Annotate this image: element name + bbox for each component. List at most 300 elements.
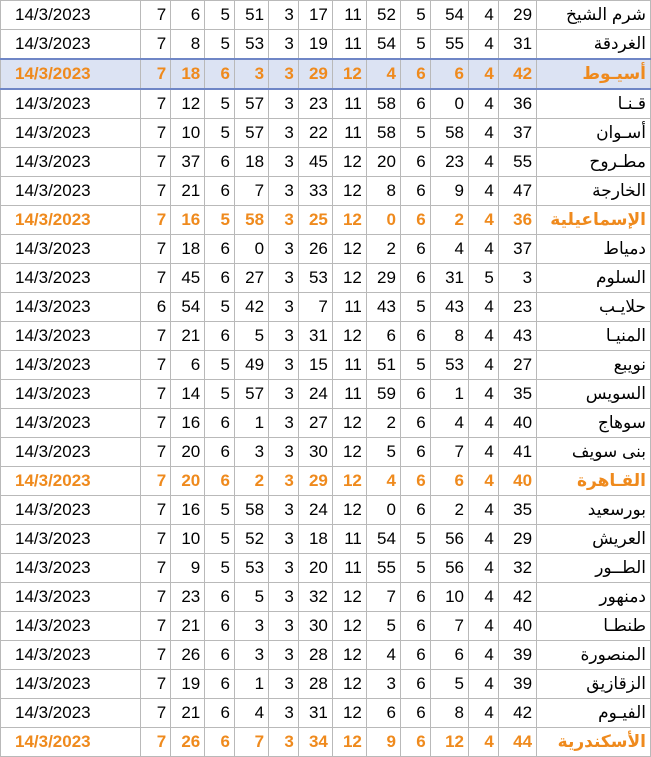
time-cell[interactable]: 18 xyxy=(235,148,269,177)
time-cell[interactable]: 6 xyxy=(205,59,235,89)
time-cell[interactable]: 59 xyxy=(366,380,400,409)
city-cell[interactable]: قـنـا xyxy=(537,89,651,119)
time-cell[interactable]: 29 xyxy=(298,59,332,89)
time-cell[interactable]: 27 xyxy=(235,264,269,293)
time-cell[interactable]: 10 xyxy=(171,119,205,148)
time-cell[interactable]: 4 xyxy=(469,293,499,322)
time-cell[interactable]: 3 xyxy=(269,59,299,89)
time-cell[interactable]: 6 xyxy=(400,699,430,728)
time-cell[interactable]: 53 xyxy=(298,264,332,293)
time-cell[interactable]: 42 xyxy=(498,583,536,612)
time-cell[interactable]: 4 xyxy=(469,89,499,119)
city-cell[interactable]: السويس xyxy=(537,380,651,409)
time-cell[interactable]: 7 xyxy=(141,322,171,351)
time-cell[interactable]: 3 xyxy=(269,264,299,293)
time-cell[interactable]: 4 xyxy=(469,496,499,525)
time-cell[interactable]: 6 xyxy=(400,728,430,757)
time-cell[interactable]: 0 xyxy=(430,89,468,119)
time-cell[interactable]: 3 xyxy=(235,59,269,89)
time-cell[interactable]: 6 xyxy=(400,59,430,89)
time-cell[interactable]: 12 xyxy=(332,438,366,467)
time-cell[interactable]: 16 xyxy=(171,409,205,438)
city-cell[interactable]: العريش xyxy=(537,525,651,554)
time-cell[interactable]: 40 xyxy=(498,409,536,438)
time-cell[interactable]: 23 xyxy=(430,148,468,177)
time-cell[interactable]: 4 xyxy=(430,235,468,264)
time-cell[interactable]: 4 xyxy=(430,409,468,438)
time-cell[interactable]: 12 xyxy=(332,148,366,177)
time-cell[interactable]: 5 xyxy=(205,554,235,583)
city-cell[interactable]: أسـوان xyxy=(537,119,651,148)
time-cell[interactable]: 7 xyxy=(141,30,171,60)
time-cell[interactable]: 5 xyxy=(400,525,430,554)
time-cell[interactable]: 5 xyxy=(235,583,269,612)
time-cell[interactable]: 52 xyxy=(235,525,269,554)
time-cell[interactable]: 4 xyxy=(469,554,499,583)
time-cell[interactable]: 54 xyxy=(366,30,400,60)
time-cell[interactable]: 1 xyxy=(235,670,269,699)
time-cell[interactable]: 33 xyxy=(298,177,332,206)
time-cell[interactable]: 11 xyxy=(332,30,366,60)
city-cell[interactable]: الغردقة xyxy=(537,30,651,60)
date-cell[interactable]: 14/3/2023 xyxy=(1,583,141,612)
time-cell[interactable]: 20 xyxy=(171,438,205,467)
time-cell[interactable]: 51 xyxy=(366,351,400,380)
time-cell[interactable]: 5 xyxy=(205,293,235,322)
date-cell[interactable]: 14/3/2023 xyxy=(1,59,141,89)
time-cell[interactable]: 3 xyxy=(269,293,299,322)
city-cell[interactable]: طنطـا xyxy=(537,612,651,641)
time-cell[interactable]: 6 xyxy=(430,467,468,496)
time-cell[interactable]: 6 xyxy=(366,322,400,351)
time-cell[interactable]: 16 xyxy=(171,206,205,235)
time-cell[interactable]: 24 xyxy=(298,496,332,525)
time-cell[interactable]: 18 xyxy=(171,59,205,89)
time-cell[interactable]: 43 xyxy=(498,322,536,351)
time-cell[interactable]: 11 xyxy=(332,380,366,409)
time-cell[interactable]: 12 xyxy=(430,728,468,757)
time-cell[interactable]: 6 xyxy=(400,409,430,438)
time-cell[interactable]: 3 xyxy=(269,206,299,235)
time-cell[interactable]: 3 xyxy=(269,148,299,177)
time-cell[interactable]: 49 xyxy=(235,351,269,380)
time-cell[interactable]: 6 xyxy=(171,351,205,380)
time-cell[interactable]: 4 xyxy=(469,1,499,30)
time-cell[interactable]: 6 xyxy=(400,380,430,409)
time-cell[interactable]: 7 xyxy=(141,1,171,30)
time-cell[interactable]: 12 xyxy=(332,583,366,612)
time-cell[interactable]: 12 xyxy=(332,496,366,525)
time-cell[interactable]: 5 xyxy=(400,30,430,60)
time-cell[interactable]: 4 xyxy=(366,467,400,496)
time-cell[interactable]: 42 xyxy=(235,293,269,322)
time-cell[interactable]: 43 xyxy=(366,293,400,322)
time-cell[interactable]: 58 xyxy=(235,496,269,525)
time-cell[interactable]: 4 xyxy=(469,583,499,612)
time-cell[interactable]: 5 xyxy=(205,1,235,30)
date-cell[interactable]: 14/3/2023 xyxy=(1,496,141,525)
date-cell[interactable]: 14/3/2023 xyxy=(1,525,141,554)
time-cell[interactable]: 12 xyxy=(332,467,366,496)
time-cell[interactable]: 29 xyxy=(366,264,400,293)
time-cell[interactable]: 18 xyxy=(298,525,332,554)
city-cell[interactable]: شرم الشيخ xyxy=(537,1,651,30)
time-cell[interactable]: 27 xyxy=(498,351,536,380)
time-cell[interactable]: 4 xyxy=(366,641,400,670)
time-cell[interactable]: 2 xyxy=(430,496,468,525)
time-cell[interactable]: 58 xyxy=(366,119,400,148)
time-cell[interactable]: 14 xyxy=(171,380,205,409)
time-cell[interactable]: 6 xyxy=(205,235,235,264)
time-cell[interactable]: 7 xyxy=(141,438,171,467)
time-cell[interactable]: 7 xyxy=(141,206,171,235)
time-cell[interactable]: 3 xyxy=(269,612,299,641)
time-cell[interactable]: 5 xyxy=(205,380,235,409)
time-cell[interactable]: 1 xyxy=(235,409,269,438)
time-cell[interactable]: 11 xyxy=(332,293,366,322)
city-cell[interactable]: مطـروح xyxy=(537,148,651,177)
time-cell[interactable]: 12 xyxy=(332,641,366,670)
time-cell[interactable]: 7 xyxy=(141,496,171,525)
time-cell[interactable]: 27 xyxy=(298,409,332,438)
time-cell[interactable]: 5 xyxy=(400,293,430,322)
time-cell[interactable]: 20 xyxy=(298,554,332,583)
time-cell[interactable]: 4 xyxy=(469,148,499,177)
time-cell[interactable]: 10 xyxy=(171,525,205,554)
time-cell[interactable]: 56 xyxy=(430,525,468,554)
time-cell[interactable]: 6 xyxy=(205,177,235,206)
city-cell[interactable]: الخارجة xyxy=(537,177,651,206)
time-cell[interactable]: 18 xyxy=(171,235,205,264)
time-cell[interactable]: 19 xyxy=(298,30,332,60)
time-cell[interactable]: 3 xyxy=(235,641,269,670)
time-cell[interactable]: 11 xyxy=(332,525,366,554)
time-cell[interactable]: 12 xyxy=(332,264,366,293)
time-cell[interactable]: 4 xyxy=(469,409,499,438)
time-cell[interactable]: 54 xyxy=(430,1,468,30)
time-cell[interactable]: 3 xyxy=(269,235,299,264)
time-cell[interactable]: 43 xyxy=(430,293,468,322)
time-cell[interactable]: 7 xyxy=(430,612,468,641)
time-cell[interactable]: 15 xyxy=(298,351,332,380)
time-cell[interactable]: 11 xyxy=(332,119,366,148)
time-cell[interactable]: 54 xyxy=(171,293,205,322)
time-cell[interactable]: 7 xyxy=(141,583,171,612)
time-cell[interactable]: 6 xyxy=(400,467,430,496)
time-cell[interactable]: 7 xyxy=(366,583,400,612)
time-cell[interactable]: 53 xyxy=(235,554,269,583)
time-cell[interactable]: 12 xyxy=(171,89,205,119)
time-cell[interactable]: 6 xyxy=(366,699,400,728)
city-cell[interactable]: سوهاج xyxy=(537,409,651,438)
time-cell[interactable]: 7 xyxy=(298,293,332,322)
date-cell[interactable]: 14/3/2023 xyxy=(1,670,141,699)
date-cell[interactable]: 14/3/2023 xyxy=(1,438,141,467)
time-cell[interactable]: 28 xyxy=(298,641,332,670)
time-cell[interactable]: 12 xyxy=(332,409,366,438)
city-cell[interactable]: المنيـا xyxy=(537,322,651,351)
time-cell[interactable]: 53 xyxy=(235,30,269,60)
time-cell[interactable]: 54 xyxy=(366,525,400,554)
time-cell[interactable]: 12 xyxy=(332,728,366,757)
date-cell[interactable]: 14/3/2023 xyxy=(1,380,141,409)
date-cell[interactable]: 14/3/2023 xyxy=(1,30,141,60)
time-cell[interactable]: 5 xyxy=(400,351,430,380)
time-cell[interactable]: 6 xyxy=(400,89,430,119)
time-cell[interactable]: 6 xyxy=(430,59,468,89)
time-cell[interactable]: 12 xyxy=(332,699,366,728)
time-cell[interactable]: 7 xyxy=(141,670,171,699)
time-cell[interactable]: 3 xyxy=(269,351,299,380)
time-cell[interactable]: 16 xyxy=(171,496,205,525)
time-cell[interactable]: 23 xyxy=(171,583,205,612)
time-cell[interactable]: 6 xyxy=(400,670,430,699)
time-cell[interactable]: 3 xyxy=(269,525,299,554)
time-cell[interactable]: 45 xyxy=(298,148,332,177)
time-cell[interactable]: 6 xyxy=(171,1,205,30)
time-cell[interactable]: 39 xyxy=(498,641,536,670)
city-cell[interactable]: دمياط xyxy=(537,235,651,264)
time-cell[interactable]: 5 xyxy=(205,30,235,60)
time-cell[interactable]: 34 xyxy=(298,728,332,757)
time-cell[interactable]: 37 xyxy=(171,148,205,177)
time-cell[interactable]: 0 xyxy=(366,496,400,525)
date-cell[interactable]: 14/3/2023 xyxy=(1,264,141,293)
time-cell[interactable]: 11 xyxy=(332,351,366,380)
time-cell[interactable]: 6 xyxy=(205,148,235,177)
time-cell[interactable]: 12 xyxy=(332,177,366,206)
city-cell[interactable]: المنصورة xyxy=(537,641,651,670)
time-cell[interactable]: 5 xyxy=(205,206,235,235)
time-cell[interactable]: 6 xyxy=(205,728,235,757)
time-cell[interactable]: 6 xyxy=(400,177,430,206)
time-cell[interactable]: 7 xyxy=(141,728,171,757)
time-cell[interactable]: 5 xyxy=(205,351,235,380)
time-cell[interactable]: 4 xyxy=(469,235,499,264)
time-cell[interactable]: 6 xyxy=(400,583,430,612)
time-cell[interactable]: 7 xyxy=(141,467,171,496)
city-cell[interactable]: نويبع xyxy=(537,351,651,380)
time-cell[interactable]: 5 xyxy=(205,89,235,119)
time-cell[interactable]: 25 xyxy=(298,206,332,235)
date-cell[interactable]: 14/3/2023 xyxy=(1,148,141,177)
time-cell[interactable]: 7 xyxy=(141,148,171,177)
time-cell[interactable]: 11 xyxy=(332,1,366,30)
time-cell[interactable]: 12 xyxy=(332,206,366,235)
time-cell[interactable]: 2 xyxy=(366,409,400,438)
time-cell[interactable]: 5 xyxy=(469,264,499,293)
time-cell[interactable]: 3 xyxy=(269,467,299,496)
time-cell[interactable]: 6 xyxy=(205,467,235,496)
time-cell[interactable]: 10 xyxy=(430,583,468,612)
time-cell[interactable]: 7 xyxy=(235,728,269,757)
time-cell[interactable]: 4 xyxy=(469,322,499,351)
time-cell[interactable]: 6 xyxy=(205,438,235,467)
time-cell[interactable]: 35 xyxy=(498,496,536,525)
time-cell[interactable]: 0 xyxy=(235,235,269,264)
time-cell[interactable]: 12 xyxy=(332,670,366,699)
time-cell[interactable]: 4 xyxy=(469,699,499,728)
time-cell[interactable]: 57 xyxy=(235,380,269,409)
time-cell[interactable]: 3 xyxy=(269,670,299,699)
time-cell[interactable]: 6 xyxy=(400,235,430,264)
time-cell[interactable]: 2 xyxy=(235,467,269,496)
time-cell[interactable]: 55 xyxy=(498,148,536,177)
time-cell[interactable]: 3 xyxy=(269,119,299,148)
time-cell[interactable]: 3 xyxy=(269,380,299,409)
time-cell[interactable]: 6 xyxy=(400,322,430,351)
time-cell[interactable]: 39 xyxy=(498,670,536,699)
time-cell[interactable]: 21 xyxy=(171,612,205,641)
time-cell[interactable]: 5 xyxy=(400,1,430,30)
time-cell[interactable]: 3 xyxy=(366,670,400,699)
time-cell[interactable]: 6 xyxy=(400,641,430,670)
time-cell[interactable]: 7 xyxy=(141,119,171,148)
time-cell[interactable]: 31 xyxy=(430,264,468,293)
time-cell[interactable]: 5 xyxy=(430,670,468,699)
time-cell[interactable]: 8 xyxy=(366,177,400,206)
time-cell[interactable]: 44 xyxy=(498,728,536,757)
time-cell[interactable]: 29 xyxy=(498,1,536,30)
time-cell[interactable]: 3 xyxy=(269,30,299,60)
time-cell[interactable]: 12 xyxy=(332,612,366,641)
time-cell[interactable]: 21 xyxy=(171,177,205,206)
time-cell[interactable]: 12 xyxy=(332,59,366,89)
time-cell[interactable]: 7 xyxy=(141,699,171,728)
city-cell[interactable]: القـاهرة xyxy=(537,467,651,496)
time-cell[interactable]: 3 xyxy=(269,89,299,119)
date-cell[interactable]: 14/3/2023 xyxy=(1,554,141,583)
city-cell[interactable]: بنى سويف xyxy=(537,438,651,467)
time-cell[interactable]: 4 xyxy=(469,525,499,554)
city-cell[interactable]: الزقازيق xyxy=(537,670,651,699)
time-cell[interactable]: 7 xyxy=(141,177,171,206)
date-cell[interactable]: 14/3/2023 xyxy=(1,177,141,206)
date-cell[interactable]: 14/3/2023 xyxy=(1,641,141,670)
time-cell[interactable]: 6 xyxy=(205,670,235,699)
time-cell[interactable]: 6 xyxy=(141,293,171,322)
date-cell[interactable]: 14/3/2023 xyxy=(1,612,141,641)
time-cell[interactable]: 11 xyxy=(332,89,366,119)
date-cell[interactable]: 14/3/2023 xyxy=(1,89,141,119)
time-cell[interactable]: 11 xyxy=(332,554,366,583)
time-cell[interactable]: 4 xyxy=(469,641,499,670)
time-cell[interactable]: 7 xyxy=(141,641,171,670)
city-cell[interactable]: الإسماعيلية xyxy=(537,206,651,235)
time-cell[interactable]: 26 xyxy=(298,235,332,264)
time-cell[interactable]: 4 xyxy=(366,59,400,89)
time-cell[interactable]: 8 xyxy=(430,322,468,351)
time-cell[interactable]: 7 xyxy=(141,554,171,583)
time-cell[interactable]: 28 xyxy=(298,670,332,699)
time-cell[interactable]: 40 xyxy=(498,467,536,496)
city-cell[interactable]: دمنهور xyxy=(537,583,651,612)
date-cell[interactable]: 14/3/2023 xyxy=(1,409,141,438)
time-cell[interactable]: 42 xyxy=(498,699,536,728)
time-cell[interactable]: 5 xyxy=(366,612,400,641)
time-cell[interactable]: 6 xyxy=(205,583,235,612)
time-cell[interactable]: 3 xyxy=(235,438,269,467)
time-cell[interactable]: 3 xyxy=(498,264,536,293)
time-cell[interactable]: 7 xyxy=(141,612,171,641)
date-cell[interactable]: 14/3/2023 xyxy=(1,351,141,380)
time-cell[interactable]: 6 xyxy=(205,264,235,293)
time-cell[interactable]: 52 xyxy=(366,1,400,30)
city-cell[interactable]: أسيـوط xyxy=(537,59,651,89)
time-cell[interactable]: 3 xyxy=(269,438,299,467)
time-cell[interactable]: 6 xyxy=(400,612,430,641)
time-cell[interactable]: 5 xyxy=(400,554,430,583)
time-cell[interactable]: 4 xyxy=(235,699,269,728)
date-cell[interactable]: 14/3/2023 xyxy=(1,1,141,30)
time-cell[interactable]: 4 xyxy=(469,380,499,409)
time-cell[interactable]: 17 xyxy=(298,1,332,30)
time-cell[interactable]: 4 xyxy=(469,177,499,206)
time-cell[interactable]: 6 xyxy=(400,148,430,177)
date-cell[interactable]: 14/3/2023 xyxy=(1,235,141,264)
time-cell[interactable]: 6 xyxy=(205,641,235,670)
time-cell[interactable]: 5 xyxy=(400,119,430,148)
time-cell[interactable]: 5 xyxy=(366,438,400,467)
time-cell[interactable]: 45 xyxy=(171,264,205,293)
time-cell[interactable]: 36 xyxy=(498,206,536,235)
time-cell[interactable]: 6 xyxy=(400,496,430,525)
time-cell[interactable]: 3 xyxy=(235,612,269,641)
date-cell[interactable]: 14/3/2023 xyxy=(1,699,141,728)
city-cell[interactable]: الفيـوم xyxy=(537,699,651,728)
time-cell[interactable]: 37 xyxy=(498,119,536,148)
time-cell[interactable]: 3 xyxy=(269,583,299,612)
time-cell[interactable]: 40 xyxy=(498,612,536,641)
time-cell[interactable]: 6 xyxy=(400,438,430,467)
time-cell[interactable]: 4 xyxy=(469,351,499,380)
time-cell[interactable]: 29 xyxy=(298,467,332,496)
time-cell[interactable]: 4 xyxy=(469,59,499,89)
time-cell[interactable]: 36 xyxy=(498,89,536,119)
time-cell[interactable]: 0 xyxy=(366,206,400,235)
time-cell[interactable]: 41 xyxy=(498,438,536,467)
time-cell[interactable]: 55 xyxy=(430,30,468,60)
time-cell[interactable]: 26 xyxy=(171,728,205,757)
city-cell[interactable]: بورسعيد xyxy=(537,496,651,525)
time-cell[interactable]: 53 xyxy=(430,351,468,380)
time-cell[interactable]: 3 xyxy=(269,554,299,583)
time-cell[interactable]: 22 xyxy=(298,119,332,148)
time-cell[interactable]: 6 xyxy=(205,409,235,438)
time-cell[interactable]: 21 xyxy=(171,322,205,351)
date-cell[interactable]: 14/3/2023 xyxy=(1,322,141,351)
time-cell[interactable]: 7 xyxy=(430,438,468,467)
city-cell[interactable]: حلايـب xyxy=(537,293,651,322)
city-cell[interactable]: الأسكندرية xyxy=(537,728,651,757)
time-cell[interactable]: 3 xyxy=(269,409,299,438)
date-cell[interactable]: 14/3/2023 xyxy=(1,119,141,148)
time-cell[interactable]: 7 xyxy=(141,351,171,380)
time-cell[interactable]: 7 xyxy=(141,525,171,554)
time-cell[interactable]: 7 xyxy=(141,59,171,89)
time-cell[interactable]: 7 xyxy=(141,409,171,438)
time-cell[interactable]: 58 xyxy=(366,89,400,119)
time-cell[interactable]: 12 xyxy=(332,235,366,264)
time-cell[interactable]: 19 xyxy=(171,670,205,699)
date-cell[interactable]: 14/3/2023 xyxy=(1,467,141,496)
time-cell[interactable]: 57 xyxy=(235,119,269,148)
time-cell[interactable]: 1 xyxy=(430,380,468,409)
time-cell[interactable]: 4 xyxy=(469,206,499,235)
time-cell[interactable]: 51 xyxy=(235,1,269,30)
time-cell[interactable]: 26 xyxy=(171,641,205,670)
time-cell[interactable]: 4 xyxy=(469,612,499,641)
